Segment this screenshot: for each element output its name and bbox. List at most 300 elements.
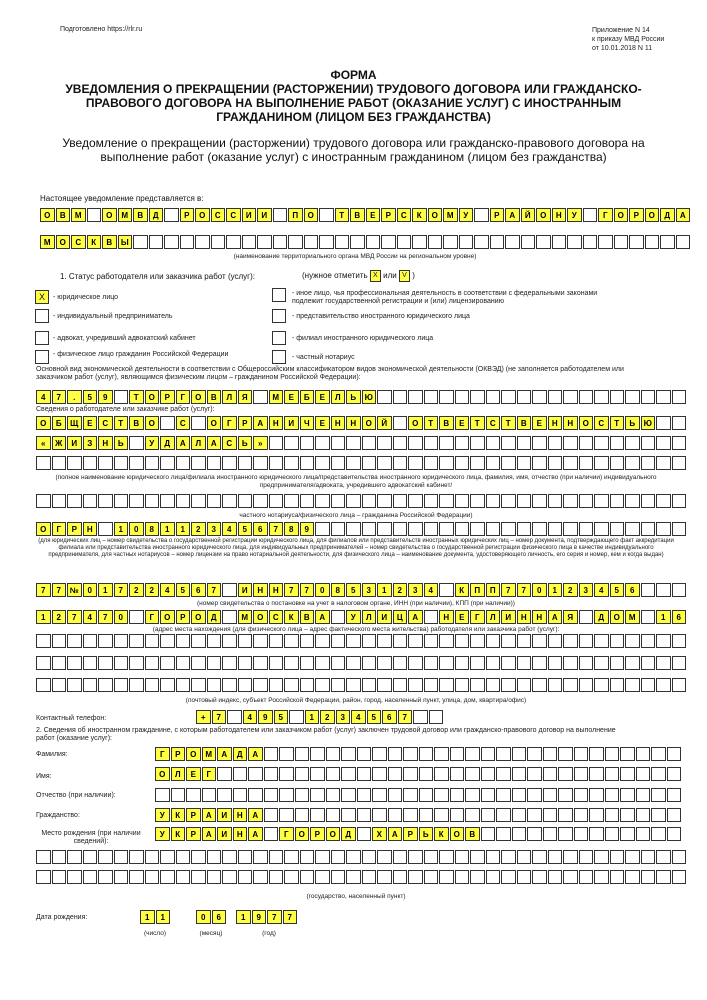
char-cell[interactable]: У (346, 610, 361, 624)
char-cell[interactable] (641, 494, 656, 508)
char-cell[interactable]: Т (610, 416, 625, 430)
char-cell[interactable] (598, 235, 613, 249)
char-cell[interactable]: С (176, 416, 191, 430)
char-cell[interactable] (620, 827, 635, 841)
char-cell[interactable] (656, 850, 671, 864)
char-cell[interactable] (341, 808, 356, 822)
char-cell[interactable] (284, 656, 299, 670)
char-cell[interactable] (594, 436, 609, 450)
char-cell[interactable] (393, 390, 408, 404)
char-cell[interactable] (217, 788, 232, 802)
char-cell[interactable] (656, 634, 671, 648)
char-cell[interactable]: Й (521, 208, 536, 222)
char-cell[interactable]: Х (372, 827, 387, 841)
char-cell[interactable] (67, 456, 82, 470)
char-cell[interactable] (517, 656, 532, 670)
char-cell[interactable]: П (470, 583, 485, 597)
char-cell[interactable]: У (155, 808, 170, 822)
char-cell[interactable] (238, 656, 253, 670)
char-cell[interactable] (264, 747, 279, 761)
char-cell[interactable]: Б (300, 390, 315, 404)
char-cell[interactable]: О (186, 747, 201, 761)
char-cell[interactable] (377, 494, 392, 508)
char-cell[interactable] (512, 767, 527, 781)
char-cell[interactable] (331, 522, 346, 536)
char-cell[interactable] (481, 827, 496, 841)
char-cell[interactable] (563, 436, 578, 450)
char-cell[interactable]: 1 (160, 522, 175, 536)
char-cell[interactable] (331, 610, 346, 624)
char-cell[interactable] (393, 656, 408, 670)
char-cell[interactable] (455, 678, 470, 692)
char-cell[interactable] (408, 634, 423, 648)
char-cell[interactable] (98, 494, 113, 508)
char-cell[interactable] (486, 522, 501, 536)
char-cell[interactable] (295, 747, 310, 761)
char-cell[interactable] (253, 678, 268, 692)
char-cell[interactable] (434, 788, 449, 802)
char-cell[interactable]: Ю (362, 390, 377, 404)
char-cell[interactable] (532, 436, 547, 450)
char-cell[interactable] (486, 850, 501, 864)
char-cell[interactable] (393, 850, 408, 864)
char-cell[interactable] (346, 494, 361, 508)
char-cell[interactable]: Ь (625, 416, 640, 430)
char-cell[interactable] (455, 634, 470, 648)
char-cell[interactable]: Л (331, 390, 346, 404)
char-cell[interactable] (501, 678, 516, 692)
char-cell[interactable] (419, 808, 434, 822)
char-cell[interactable] (517, 456, 532, 470)
char-cell[interactable] (248, 767, 263, 781)
char-cell[interactable] (335, 235, 350, 249)
char-cell[interactable] (517, 390, 532, 404)
char-cell[interactable] (455, 656, 470, 670)
char-cell[interactable] (164, 235, 179, 249)
char-cell[interactable] (362, 870, 377, 884)
char-cell[interactable] (610, 390, 625, 404)
char-cell[interactable]: У (145, 436, 160, 450)
char-cell[interactable] (424, 656, 439, 670)
char-cell[interactable] (393, 456, 408, 470)
char-cell[interactable] (620, 808, 635, 822)
char-cell[interactable]: 1 (36, 610, 51, 624)
char-cell[interactable] (357, 827, 372, 841)
char-cell[interactable] (408, 436, 423, 450)
char-cell[interactable] (413, 710, 428, 724)
char-cell[interactable]: О (195, 208, 210, 222)
char-cell[interactable] (388, 747, 403, 761)
char-cell[interactable] (501, 522, 516, 536)
char-cell[interactable]: Й (377, 416, 392, 430)
char-cell[interactable]: Д (160, 436, 175, 450)
char-cell[interactable] (357, 747, 372, 761)
char-cell[interactable]: Е (366, 208, 381, 222)
char-cell[interactable] (521, 235, 536, 249)
char-cell[interactable] (295, 788, 310, 802)
char-cell[interactable]: Е (455, 610, 470, 624)
char-cell[interactable] (501, 456, 516, 470)
char-cell[interactable]: В (207, 390, 222, 404)
char-cell[interactable] (470, 494, 485, 508)
char-cell[interactable] (610, 436, 625, 450)
char-cell[interactable]: А (315, 610, 330, 624)
char-cell[interactable] (98, 678, 113, 692)
char-cell[interactable]: 5 (274, 710, 289, 724)
char-cell[interactable] (656, 656, 671, 670)
char-cell[interactable] (227, 710, 242, 724)
char-cell[interactable]: О (160, 610, 175, 624)
char-cell[interactable] (620, 788, 635, 802)
char-cell[interactable] (434, 808, 449, 822)
char-cell[interactable] (656, 583, 671, 597)
char-cell[interactable]: В (102, 235, 117, 249)
char-cell[interactable] (284, 494, 299, 508)
char-cell[interactable] (501, 436, 516, 450)
char-cell[interactable] (397, 235, 412, 249)
char-cell[interactable]: 9 (300, 522, 315, 536)
char-cell[interactable] (388, 767, 403, 781)
char-cell[interactable]: 6 (191, 583, 206, 597)
char-cell[interactable]: А (217, 747, 232, 761)
char-cell[interactable] (114, 634, 129, 648)
char-cell[interactable] (67, 494, 82, 508)
char-cell[interactable] (424, 436, 439, 450)
char-cell[interactable]: Н (233, 808, 248, 822)
char-cell[interactable] (512, 808, 527, 822)
char-cell[interactable]: Ь (346, 390, 361, 404)
char-cell[interactable]: 9 (98, 390, 113, 404)
char-cell[interactable] (331, 436, 346, 450)
char-cell[interactable]: О (326, 827, 341, 841)
char-cell[interactable]: О (614, 208, 629, 222)
char-cell[interactable] (98, 850, 113, 864)
char-cell[interactable]: И (377, 610, 392, 624)
char-cell[interactable] (195, 235, 210, 249)
char-cell[interactable] (656, 494, 671, 508)
char-cell[interactable] (315, 656, 330, 670)
char-cell[interactable] (527, 808, 542, 822)
char-cell[interactable] (579, 610, 594, 624)
char-cell[interactable]: 8 (145, 522, 160, 536)
char-cell[interactable] (527, 767, 542, 781)
char-cell[interactable] (455, 522, 470, 536)
char-cell[interactable] (403, 808, 418, 822)
char-cell[interactable] (558, 747, 573, 761)
char-cell[interactable]: Р (180, 208, 195, 222)
char-cell[interactable] (377, 634, 392, 648)
char-cell[interactable]: Р (629, 208, 644, 222)
char-cell[interactable]: + (196, 710, 211, 724)
char-cell[interactable] (594, 390, 609, 404)
char-cell[interactable] (357, 767, 372, 781)
char-cell[interactable]: Р (160, 390, 175, 404)
char-cell[interactable]: 1 (305, 710, 320, 724)
char-cell[interactable] (160, 634, 175, 648)
char-cell[interactable] (315, 634, 330, 648)
char-cell[interactable] (558, 788, 573, 802)
char-cell[interactable]: » (253, 436, 268, 450)
char-cell[interactable] (346, 522, 361, 536)
char-cell[interactable] (67, 678, 82, 692)
status-checkbox-notary[interactable] (272, 350, 286, 364)
char-cell[interactable] (641, 436, 656, 450)
char-cell[interactable] (202, 788, 217, 802)
char-cell[interactable]: Л (486, 610, 501, 624)
char-cell[interactable]: О (450, 827, 465, 841)
char-cell[interactable] (543, 788, 558, 802)
char-cell[interactable]: Т (114, 416, 129, 430)
char-cell[interactable] (253, 634, 268, 648)
char-cell[interactable] (439, 678, 454, 692)
char-cell[interactable]: И (501, 610, 516, 624)
char-cell[interactable] (660, 235, 675, 249)
char-cell[interactable]: Е (284, 390, 299, 404)
char-cell[interactable] (36, 678, 51, 692)
char-cell[interactable]: Г (52, 522, 67, 536)
char-cell[interactable] (129, 436, 144, 450)
char-cell[interactable] (424, 870, 439, 884)
char-cell[interactable] (625, 456, 640, 470)
char-cell[interactable] (238, 678, 253, 692)
char-cell[interactable] (614, 235, 629, 249)
char-cell[interactable] (98, 522, 113, 536)
char-cell[interactable] (129, 850, 144, 864)
char-cell[interactable] (180, 235, 195, 249)
char-cell[interactable] (579, 850, 594, 864)
char-cell[interactable] (273, 235, 288, 249)
char-cell[interactable]: 4 (160, 583, 175, 597)
char-cell[interactable] (408, 850, 423, 864)
char-cell[interactable]: 7 (52, 583, 67, 597)
char-cell[interactable] (362, 634, 377, 648)
char-cell[interactable] (610, 850, 625, 864)
char-cell[interactable] (408, 870, 423, 884)
char-cell[interactable]: 2 (129, 583, 144, 597)
char-cell[interactable] (605, 788, 620, 802)
char-cell[interactable] (672, 494, 687, 508)
char-cell[interactable]: О (428, 208, 443, 222)
char-cell[interactable] (625, 390, 640, 404)
char-cell[interactable]: У (459, 208, 474, 222)
char-cell[interactable] (238, 634, 253, 648)
char-cell[interactable]: А (202, 827, 217, 841)
char-cell[interactable]: Н (548, 416, 563, 430)
char-cell[interactable]: К (87, 235, 102, 249)
char-cell[interactable] (315, 850, 330, 864)
char-cell[interactable]: . (67, 390, 82, 404)
char-cell[interactable] (331, 678, 346, 692)
char-cell[interactable] (300, 656, 315, 670)
char-cell[interactable]: Д (341, 827, 356, 841)
char-cell[interactable]: 2 (563, 583, 578, 597)
char-cell[interactable]: Н (552, 208, 567, 222)
char-cell[interactable] (543, 827, 558, 841)
char-cell[interactable]: 4 (424, 583, 439, 597)
char-cell[interactable] (470, 850, 485, 864)
char-cell[interactable] (667, 788, 682, 802)
char-cell[interactable] (114, 678, 129, 692)
char-cell[interactable]: Ю (641, 416, 656, 430)
char-cell[interactable]: О (304, 208, 319, 222)
char-cell[interactable] (191, 870, 206, 884)
char-cell[interactable] (470, 870, 485, 884)
char-cell[interactable] (331, 850, 346, 864)
char-cell[interactable] (238, 870, 253, 884)
char-cell[interactable] (610, 634, 625, 648)
char-cell[interactable] (366, 235, 381, 249)
char-cell[interactable]: Е (532, 416, 547, 430)
char-cell[interactable] (625, 436, 640, 450)
char-cell[interactable]: 7 (212, 710, 227, 724)
char-cell[interactable] (486, 678, 501, 692)
char-cell[interactable]: Ч (300, 416, 315, 430)
char-cell[interactable] (455, 870, 470, 884)
char-cell[interactable] (481, 747, 496, 761)
char-cell[interactable]: Г (470, 610, 485, 624)
char-cell[interactable] (496, 767, 511, 781)
char-cell[interactable]: Н (253, 583, 268, 597)
char-cell[interactable] (98, 634, 113, 648)
char-cell[interactable] (403, 788, 418, 802)
char-cell[interactable] (98, 656, 113, 670)
char-cell[interactable] (284, 870, 299, 884)
char-cell[interactable]: Е (83, 416, 98, 430)
char-cell[interactable]: 3 (207, 522, 222, 536)
char-cell[interactable]: Ц (393, 610, 408, 624)
char-cell[interactable]: А (248, 747, 263, 761)
char-cell[interactable]: У (567, 208, 582, 222)
char-cell[interactable] (594, 656, 609, 670)
char-cell[interactable]: О (56, 235, 71, 249)
char-cell[interactable] (486, 634, 501, 648)
char-cell[interactable] (191, 634, 206, 648)
char-cell[interactable] (434, 747, 449, 761)
char-cell[interactable]: 0 (129, 522, 144, 536)
status-checkbox-entrepreneur[interactable] (35, 309, 49, 323)
char-cell[interactable] (145, 456, 160, 470)
char-cell[interactable]: Т (129, 390, 144, 404)
char-cell[interactable] (242, 235, 257, 249)
char-cell[interactable] (641, 456, 656, 470)
char-cell[interactable] (605, 827, 620, 841)
char-cell[interactable] (459, 235, 474, 249)
char-cell[interactable] (455, 390, 470, 404)
char-cell[interactable] (52, 656, 67, 670)
char-cell[interactable] (176, 850, 191, 864)
char-cell[interactable] (636, 747, 651, 761)
char-cell[interactable] (300, 850, 315, 864)
char-cell[interactable]: Г (279, 827, 294, 841)
char-cell[interactable]: Ь (419, 827, 434, 841)
char-cell[interactable]: И (238, 583, 253, 597)
char-cell[interactable] (651, 788, 666, 802)
char-cell[interactable] (315, 522, 330, 536)
char-cell[interactable] (52, 850, 67, 864)
char-cell[interactable] (253, 390, 268, 404)
char-cell[interactable] (594, 494, 609, 508)
char-cell[interactable] (548, 390, 563, 404)
char-cell[interactable] (486, 456, 501, 470)
char-cell[interactable]: М (625, 610, 640, 624)
char-cell[interactable]: Г (598, 208, 613, 222)
char-cell[interactable]: « (36, 436, 51, 450)
char-cell[interactable] (83, 494, 98, 508)
char-cell[interactable] (176, 634, 191, 648)
char-cell[interactable] (98, 456, 113, 470)
char-cell[interactable] (517, 678, 532, 692)
char-cell[interactable]: 1 (114, 522, 129, 536)
char-cell[interactable]: М (443, 208, 458, 222)
char-cell[interactable] (222, 870, 237, 884)
char-cell[interactable] (253, 850, 268, 864)
char-cell[interactable] (625, 656, 640, 670)
char-cell[interactable] (625, 850, 640, 864)
char-cell[interactable]: 0 (315, 583, 330, 597)
char-cell[interactable] (83, 870, 98, 884)
char-cell[interactable]: А (253, 416, 268, 430)
char-cell[interactable] (222, 656, 237, 670)
char-cell[interactable]: Щ (67, 416, 82, 430)
char-cell[interactable] (67, 850, 82, 864)
char-cell[interactable] (377, 656, 392, 670)
char-cell[interactable] (310, 788, 325, 802)
char-cell[interactable] (610, 456, 625, 470)
char-cell[interactable] (532, 522, 547, 536)
char-cell[interactable]: Е (455, 416, 470, 430)
char-cell[interactable] (326, 767, 341, 781)
char-cell[interactable]: В (56, 208, 71, 222)
char-cell[interactable] (439, 656, 454, 670)
char-cell[interactable]: 4 (243, 710, 258, 724)
char-cell[interactable]: 4 (36, 390, 51, 404)
char-cell[interactable] (579, 494, 594, 508)
char-cell[interactable] (295, 767, 310, 781)
char-cell[interactable]: А (176, 436, 191, 450)
char-cell[interactable] (377, 390, 392, 404)
char-cell[interactable]: Д (233, 747, 248, 761)
char-cell[interactable]: 1 (656, 610, 671, 624)
char-cell[interactable] (548, 850, 563, 864)
char-cell[interactable] (36, 850, 51, 864)
char-cell[interactable] (295, 808, 310, 822)
char-cell[interactable]: Т (424, 416, 439, 430)
char-cell[interactable] (238, 494, 253, 508)
char-cell[interactable]: С (98, 416, 113, 430)
char-cell[interactable]: 7 (36, 583, 51, 597)
char-cell[interactable] (233, 788, 248, 802)
char-cell[interactable] (543, 808, 558, 822)
char-cell[interactable] (346, 678, 361, 692)
char-cell[interactable] (450, 767, 465, 781)
char-cell[interactable] (651, 747, 666, 761)
char-cell[interactable] (207, 634, 222, 648)
char-cell[interactable]: Р (186, 808, 201, 822)
char-cell[interactable]: Б (52, 416, 67, 430)
char-cell[interactable] (536, 235, 551, 249)
char-cell[interactable]: 1 (176, 522, 191, 536)
char-cell[interactable]: Ж (52, 436, 67, 450)
char-cell[interactable] (52, 456, 67, 470)
char-cell[interactable]: 7 (283, 910, 298, 924)
char-cell[interactable] (610, 522, 625, 536)
char-cell[interactable] (264, 767, 279, 781)
char-cell[interactable] (300, 436, 315, 450)
char-cell[interactable] (300, 634, 315, 648)
char-cell[interactable]: 1 (140, 910, 155, 924)
char-cell[interactable]: 6 (625, 583, 640, 597)
char-cell[interactable] (543, 747, 558, 761)
